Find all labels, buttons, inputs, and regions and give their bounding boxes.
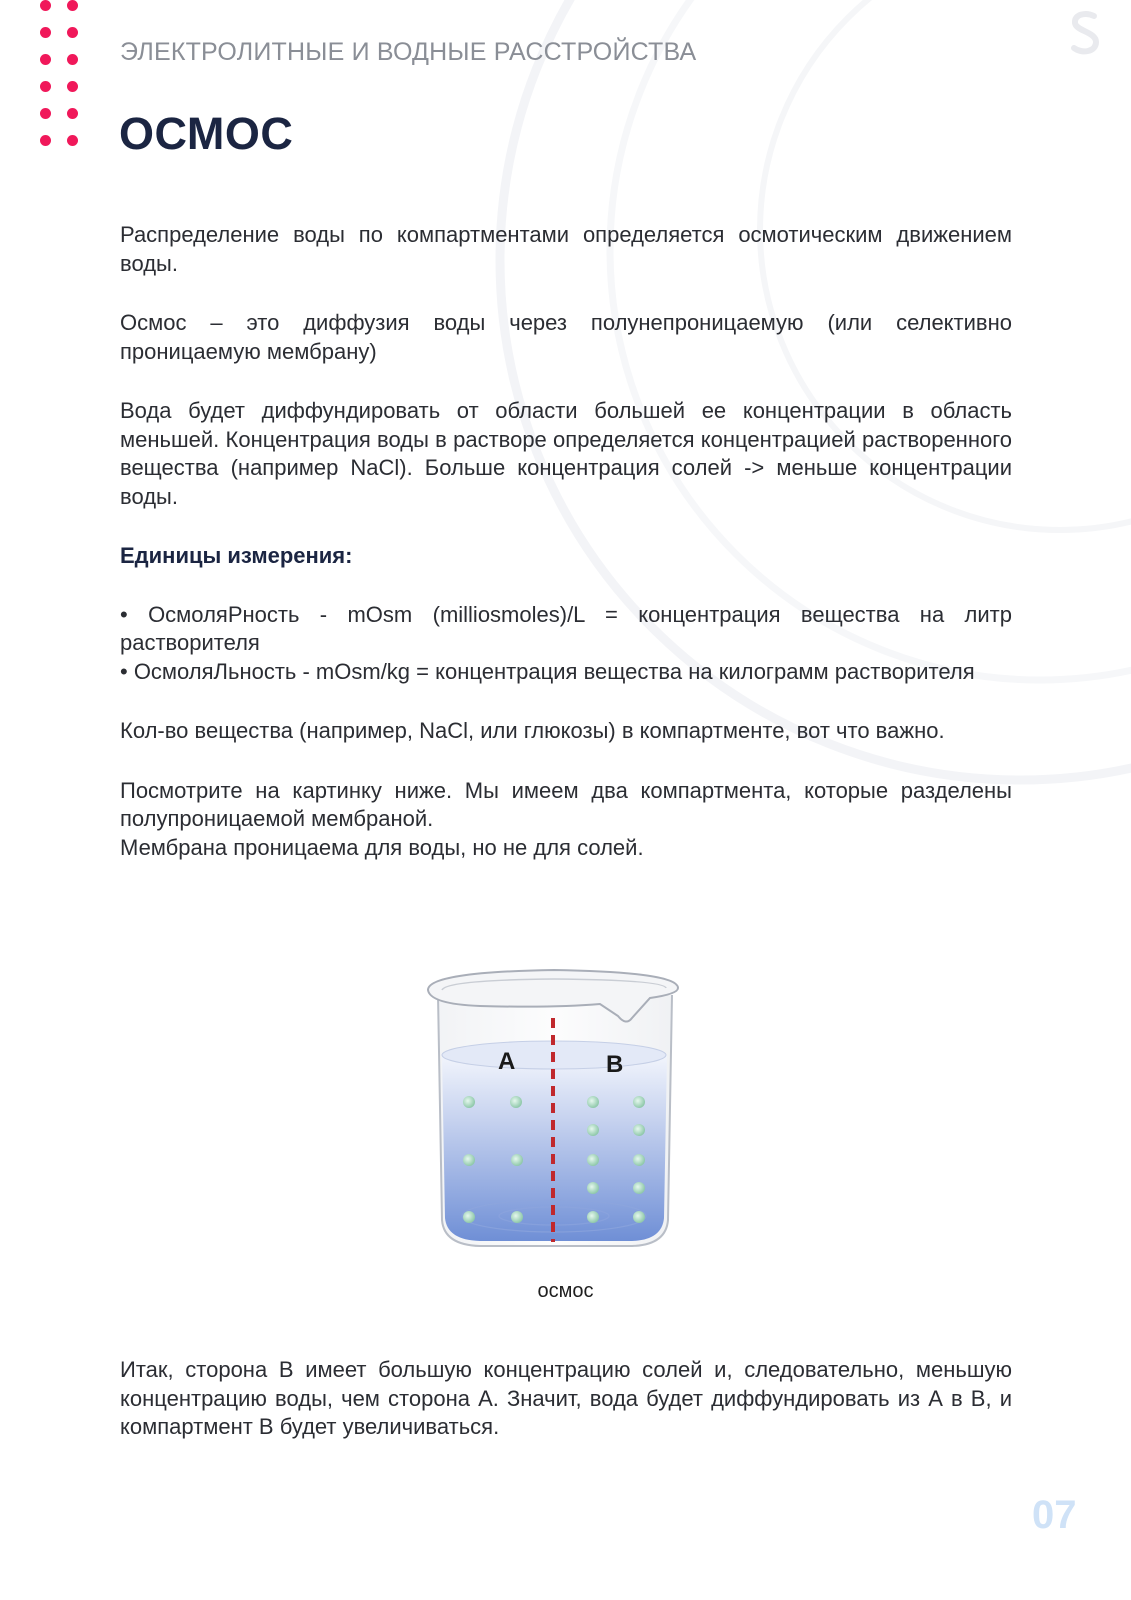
- figure-caption: осмос: [537, 1280, 594, 1302]
- paragraph-see-picture: Посмотрите на картинку ниже. Мы имеем два компартмента, которые разделены полупроницаемой мембраной.: [120, 777, 1012, 831]
- paragraph-diffusion: Вода будет диффундировать от области большей ее концентрации в область меньшей. Концентрация воды в растворе определяется концентрацией растворенного вещества (например NaCl). Больше концентрация солей -> меньше концентрации воды.: [120, 398, 1012, 509]
- accent-dots-decoration: [40, 0, 90, 160]
- paragraph-osmosis-definition: Осмос – это диффузия воды через полунепроницаемую (или селективно проницаемую мембрану): [120, 310, 1012, 364]
- beaker-osmosis-figure: [420, 960, 710, 1260]
- paragraph-compartments: Распределение воды по компартментами определяется осмотическим движением воды.: [120, 222, 1012, 276]
- page-title: ОСМОС: [119, 108, 294, 159]
- paragraph-membrane: Мембрана проницаема для воды, но не для солей.: [120, 834, 644, 860]
- paragraph-conclusion: Итак, сторона В имеет большую концентрацию солей и, следовательно, меньшую концентрацию воды, чем сторона А. Значит, вода будет диффундировать из А в В, и компартмент В будет увеличиваться.: [120, 1357, 1012, 1439]
- bullet-osmolality: • ОсмоляЛьность - mOsm/kg = концентрация вещества на килограмм растворителя: [120, 658, 975, 684]
- page-number: 07: [1032, 1493, 1077, 1537]
- section-label: ЭЛЕКТРОЛИТНЫЕ И ВОДНЫЕ РАССТРОЙСТВА: [120, 38, 697, 66]
- label-b: B: [606, 1051, 624, 1078]
- units-heading: Единицы измерения:: [120, 543, 353, 568]
- label-a: A: [498, 1048, 516, 1075]
- main-content: [120, 221, 1012, 862]
- s-logo-icon: [1066, 8, 1106, 60]
- bullet-osmolarity: • ОсмоляРность - mOsm (milliosmoles)/L = концентрация вещества на литр растворителя: [120, 601, 1012, 655]
- paragraph-substance-amount: Кол-во вещества (например, NaCl, или глюкозы) в компартменте, вот что важно.: [120, 718, 945, 743]
